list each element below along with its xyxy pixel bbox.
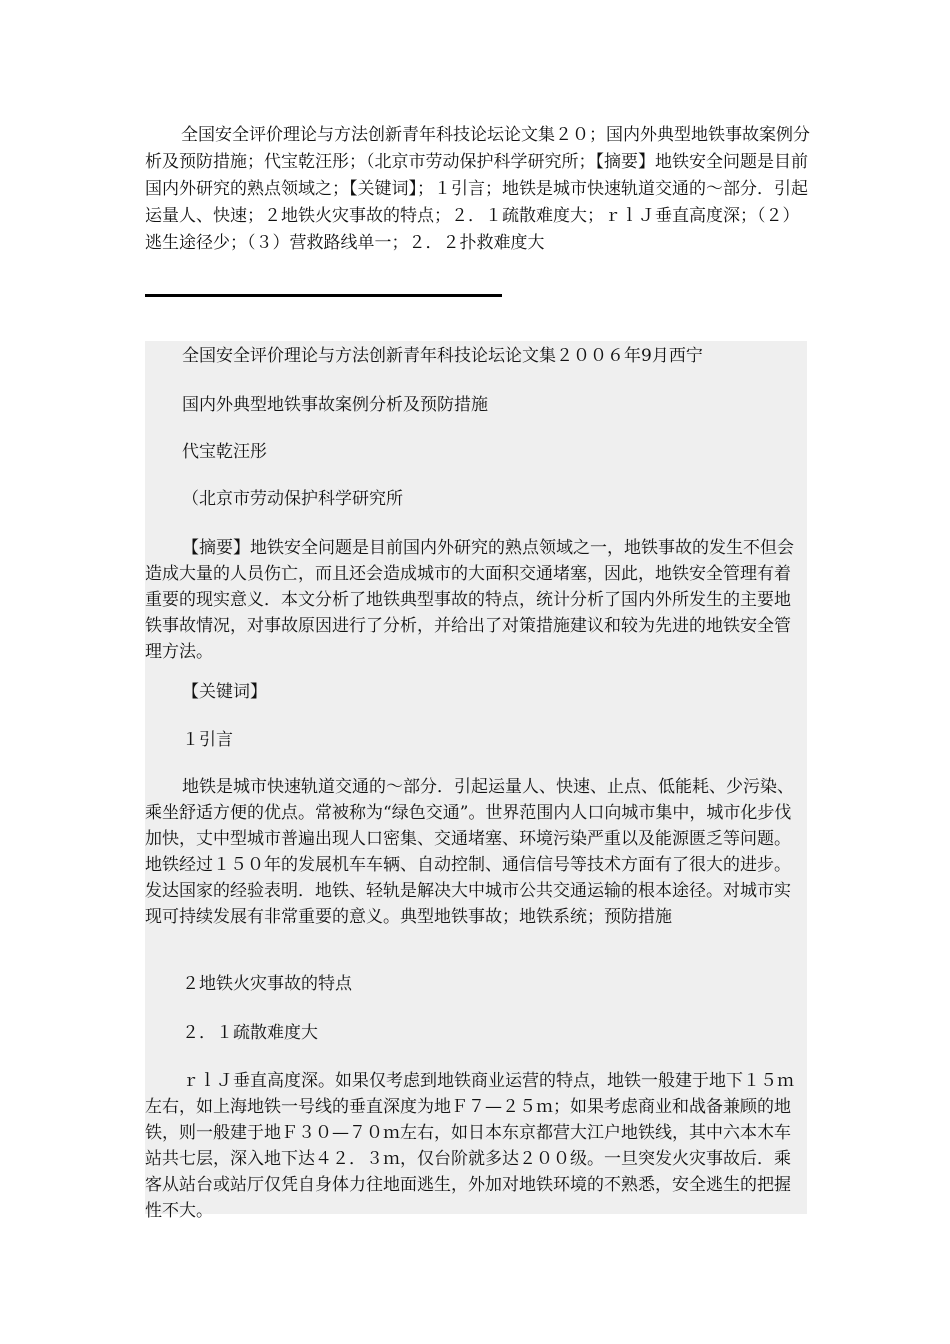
collection-line: 全国安全评价理论与方法创新青年科技论坛论文集２００６年9月西宁 (182, 346, 703, 366)
section-1-body: 地铁是城市快速轨道交通的～部分．引起运量人、快速、止点、低能耗、少污染、乘坐舒适方便的优点。常被称为“绿色交通”。世界范围内人口向城市集中，城市化步伐加快，丈中型城市普遍出现人口密集、交通堵塞、环境污染严重以及能源匮乏等问题。地铁经过１５０年的发展机车车辆、自动控制、通信信号等技术方面有了很大的进步。发达国家的经验表明．地铁、轻轨是解决大中城市公共交通运输的根本途径。对城市实现可持续发展有非常重要的意义。典型地铁事故；地铁系统；预防措施 (145, 777, 794, 927)
paper-authors: 代宝乾汪彤 (182, 442, 267, 462)
keywords-heading: 【关键词】 (182, 682, 267, 702)
section-2-heading: ２地铁火灾事故的特点 (182, 974, 352, 994)
paper-affiliation: （北京市劳动保护科学研究所 (182, 489, 403, 509)
document-summary: 全国安全评价理论与方法创新青年科技论坛论文集２０；国内外典型地铁事故案例分析及预防措施；代宝乾汪彤；（北京市劳动保护科学研究所；【摘要】地铁安全问题是目前国内外研究的熟点领域之；【关键词】；１引言；地铁是城市快速轨道交通的～部分．引起运量人、快速；２地铁火灾事故的特点；２．１疏散难度大；ｒｌＪ垂直高度深；（２）逃生途径少；（３）营救路线单一；２．２扑救难度大 (145, 125, 810, 253)
paper-title: 国内外典型地铁事故案例分析及预防措施 (182, 395, 488, 415)
section-2-1-heading: ２．１疏散难度大 (182, 1023, 318, 1043)
horizontal-divider (145, 294, 502, 297)
document-body (145, 341, 807, 1221)
abstract-paragraph: 【摘要】地铁安全问题是目前国内外研究的熟点领域之一，地铁事故的发生不但会造成大量的人员伤亡，而且还会造成城市的大面积交通堵塞，因此，地铁安全管理有着重要的现实意义．本文分析了地铁典型事故的特点，统计分析了国内外所发生的主要地铁事故情况，对事故原因进行了分析，并给出了对策措施建议和较为先进的地铁安全管理方法。 (145, 538, 794, 662)
section-1-heading: １引言 (182, 730, 233, 750)
section-2-1-body: ｒｌＪ垂直高度深。如果仅考虑到地铁商业运营的特点，地铁一般建于地下１５ｍ左右，如上海地铁一号线的垂直深度为地Ｆ７—２５ｍ；如果考虑商业和战备兼顾的地铁，则一般建于地Ｆ３０—７０ｍ左右，如日本东京都营大江户地铁线，其中六本木车站共七层，深入地下达４２．３ｍ，仅台阶就多达２００级。一旦突发火灾事故后．乘客从站台或站厅仅凭自身体力往地面逃生，外加对地铁环境的不熟悉，安全逃生的把握性不大。 (145, 1071, 794, 1221)
